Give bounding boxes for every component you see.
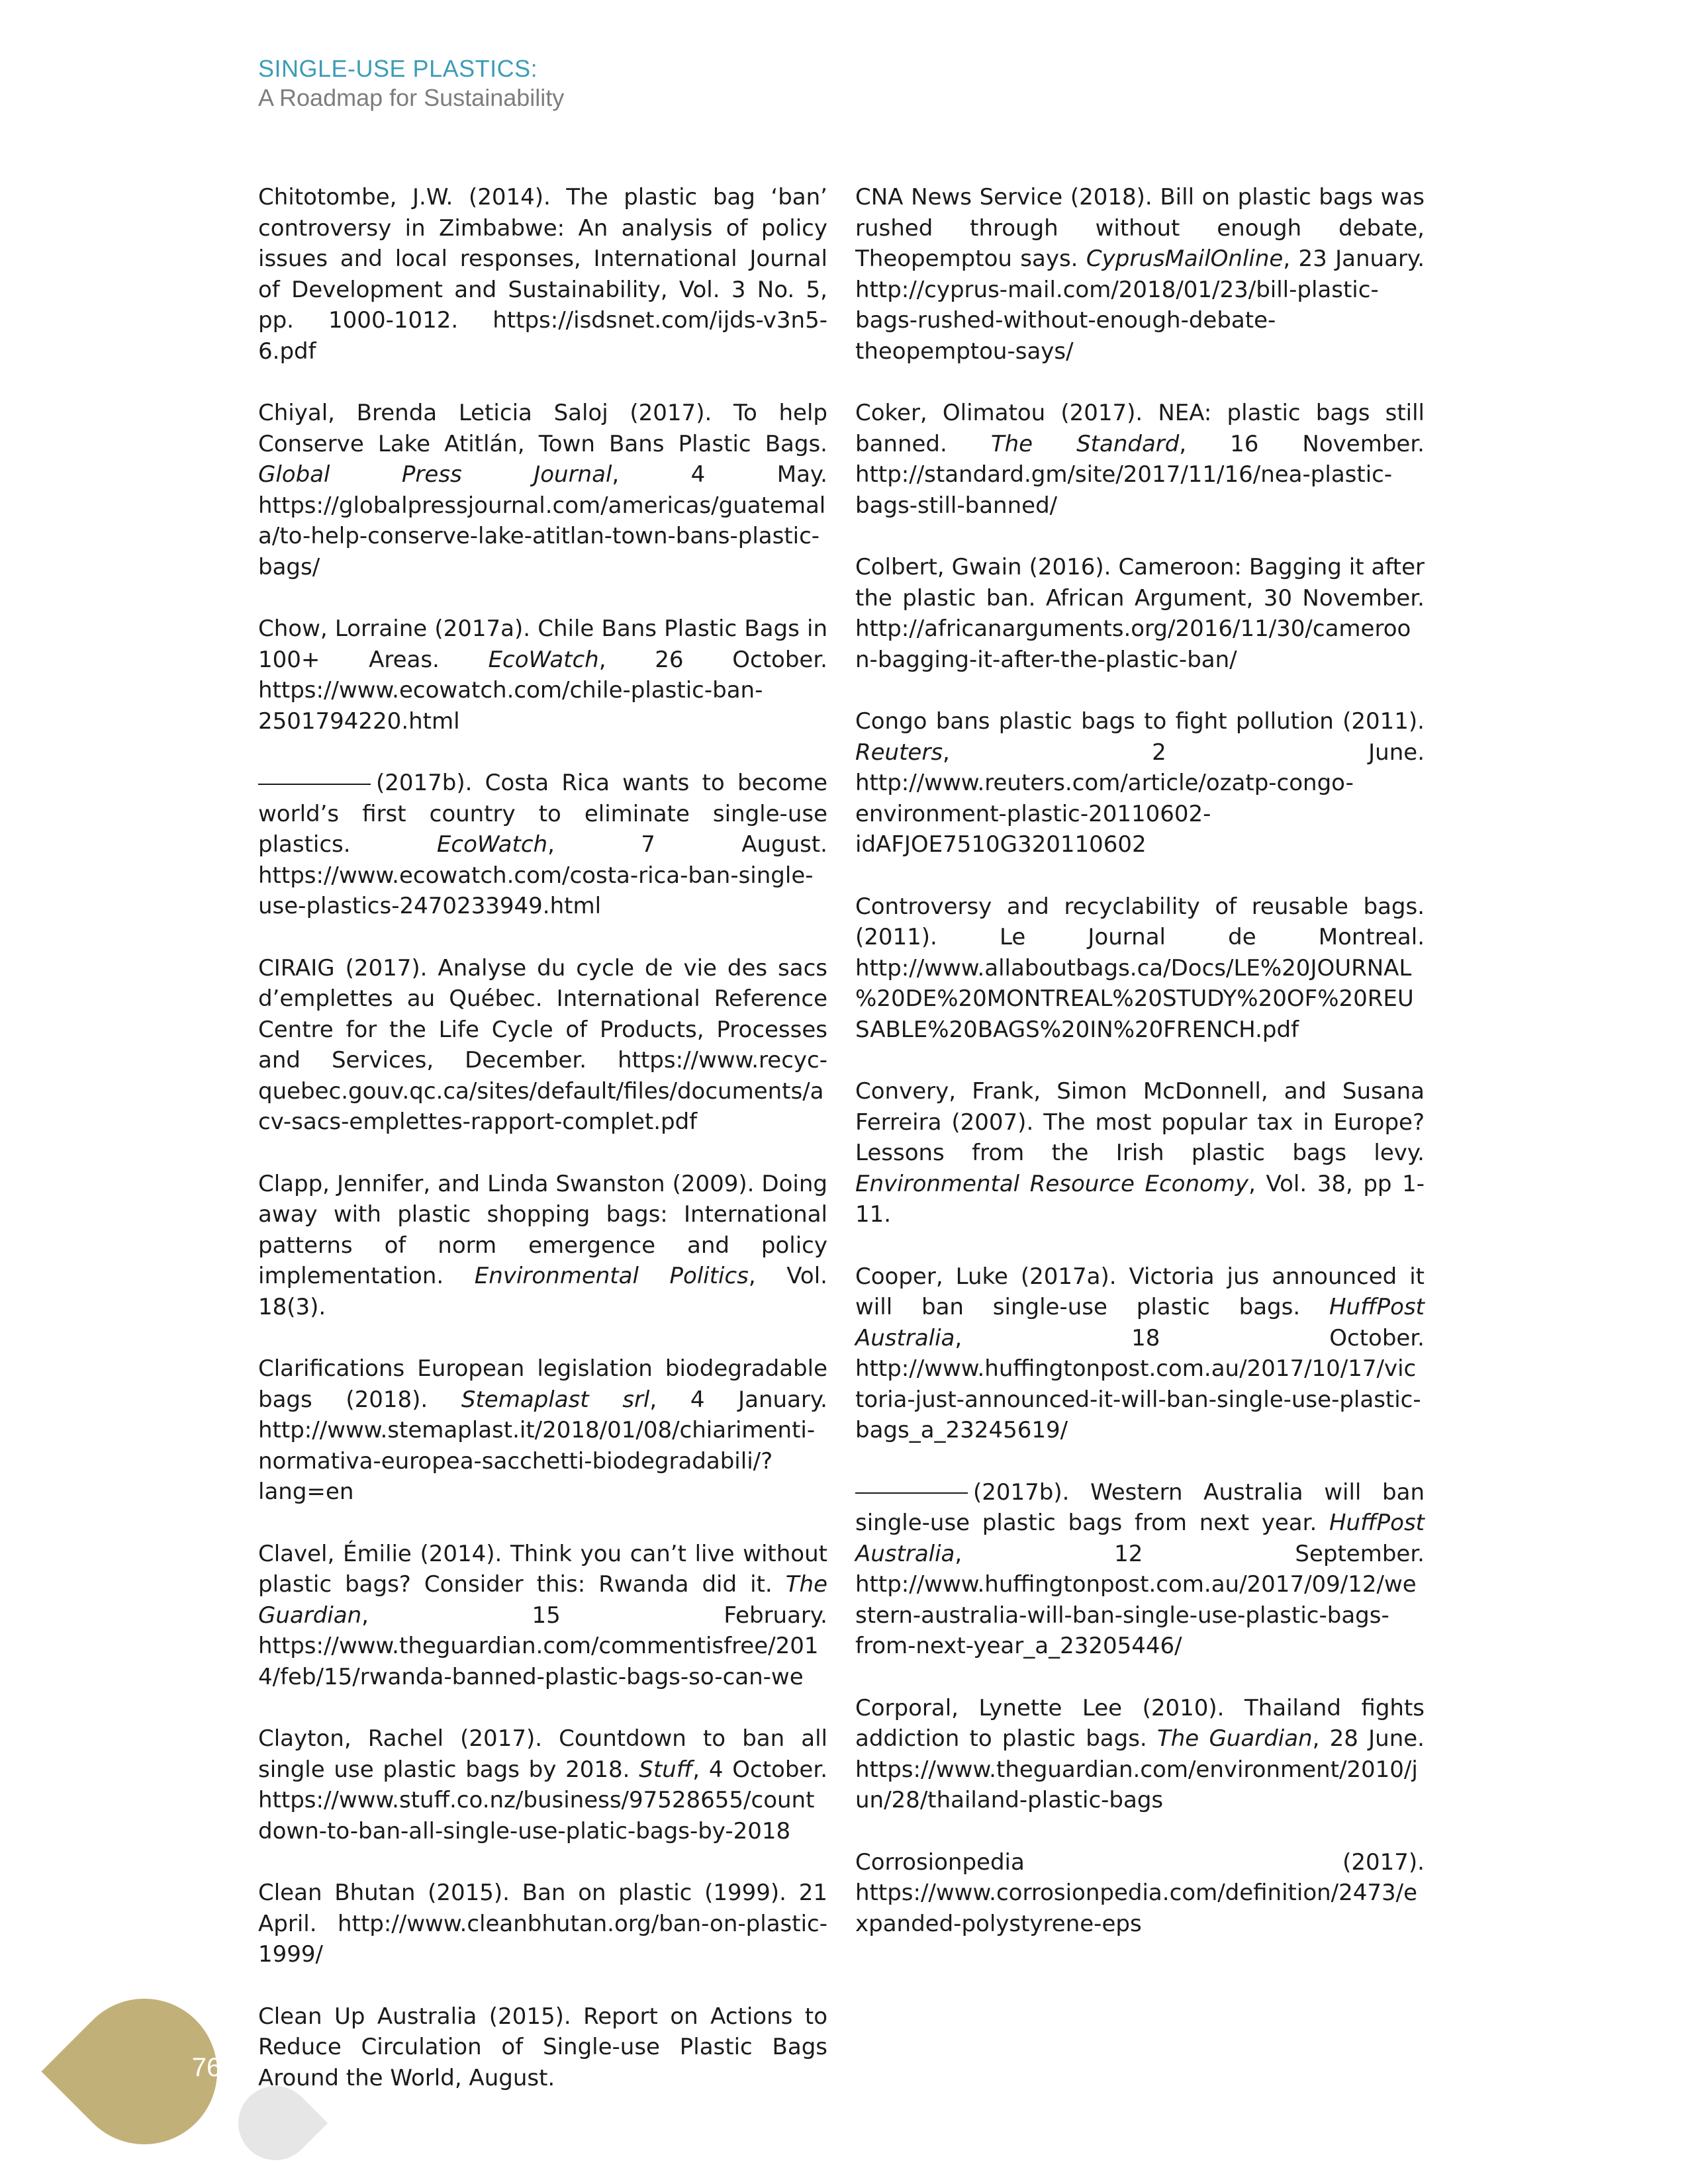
reference-entry: Chiyal, Brenda Leticia Saloj (2017). To help Conserve Lake Atitlán, Town Bans Plastic Bags. Global Press Journal, 4 May. https://globalpressjournal.com/americas/guatemala/to-help-conserve-lake-atitlan-town-bans-plastic-bags/ [258,400,827,580]
reference-entry: Clapp, Jennifer, and Linda Swanston (2009). Doing away with plastic shopping bags: International patterns of norm emergence and policy implementation. Environmental Politics, Vol. 18(3). [258,1170,827,1320]
reference-entry: CNA News Service (2018). Bill on plastic bags was rushed through without enough debate, Theopemptou says. CyprusMailOnline, 23 January. http://cyprus-mail.com/2018/01/23/bill-plastic-bags-rushed-without-enough-debate-theopemptou-says/ [855,184,1425,365]
reference-entry: CIRAIG (2017). Analyse du cycle de vie des sacs d’emplettes au Québec. International Reference Centre for the Life Cycle of Products, Processes and Services, December. https://www.recyc-quebec.gouv.qc.ca/sites/default/files/documents/acv-sacs-emplettes-rapport-complet.pdf [258,954,827,1135]
reference-entry: Clarifications European legislation biodegradable bags (2018). Stemaplast srl, 4 January. http://www.stemaplast.it/2018/01/08/chiarimenti-normativa-europea-sacchetti-biodegradabili/?lang=en [258,1355,827,1505]
reference-entry: Colbert, Gwain (2016). Cameroon: Bagging it after the plastic ban. African Argument, 30 November. http://africanarguments.org/2016/11/30/cameroon-bagging-it-after-the-plastic-ban/ [855,554,1425,673]
reference-entry: (2017b). Western Australia will ban single-use plastic bags from next year. HuffPost Australia, 12 September. http://www.huffingtonpost.com.au/2017/09/12/western-australia-will-ban-single-use-plastic-bags-from-next-year_a_23205446/ [855,1479,1425,1659]
reference-entry: (2017b). Costa Rica wants to become world’s first country to eliminate single-use plastics. EcoWatch, 7 August. https://www.ecowatch.com/costa-rica-ban-single-use-plastics-2470233949.html [258,770,827,919]
running-header [258,54,564,113]
references-right-column [855,182,1425,1970]
references-left-column [258,182,827,2124]
header-subtitle: A Roadmap for Sustainability [258,84,565,111]
reference-entry: Chow, Lorraine (2017a). Chile Bans Plastic Bags in 100+ Areas. EcoWatch, 26 October. https://www.ecowatch.com/chile-plastic-ban-2501794220.html [258,615,827,735]
reference-entry: Clavel, Émilie (2014). Think you can’t live without plastic bags? Consider this: Rwanda did it. The Guardian, 15 February. https://www.theguardian.com/commentisfree/2014/feb/15/rwanda-banned-plastic-bags-so-can-we [258,1540,827,1690]
page-number: 76 [191,2053,222,2082]
reference-entry: Corrosionpedia (2017). https://www.corrosionpedia.com/definition/2473/expanded-polystyrene-eps [855,1848,1425,1937]
reference-entry: Corporal, Lynette Lee (2010). Thailand fights addiction to plastic bags. The Guardian, 28 June. https://www.theguardian.com/environment/2010/jun/28/thailand-plastic-bags [855,1694,1425,1813]
reference-entry: Congo bans plastic bags to fight pollution (2011). Reuters, 2 June. http://www.reuters.com/article/ozatp-congo-environment-plastic-20110602-idAFJOE7510G320110602 [855,708,1425,858]
reference-entry: Coker, Olimatou (2017). NEA: plastic bags still banned. The Standard, 16 November. http://standard.gm/site/2017/11/16/nea-plastic-bags-still-banned/ [855,400,1425,519]
reference-entry: Cooper, Luke (2017a). Victoria jus announced it will ban single-use plastic bags. HuffPost Australia, 18 October. http://www.huffingtonpost.com.au/2017/10/17/victoria-just-announced-it-will-ban-single-use-plastic-bags_a_23245619/ [855,1263,1425,1443]
header-title: SINGLE-USE PLASTICS: [258,55,538,82]
reference-entry: Controversy and recyclability of reusable bags. (2011). Le Journal de Montreal. http://www.allaboutbags.ca/Docs/LE%20JOURNAL%20DE%20MONTREAL%20STUDY%20OF%20REUSABLE%20BAGS%20IN%20FRENCH.pdf [855,893,1425,1043]
author-repeat-line [258,783,371,785]
reference-entry: Chitotombe, J.W. (2014). The plastic bag ‘ban’ controversy in Zimbabwe: An analysis of policy issues and local responses, International Journal of Development and Sustainability, Vol. 3 No. 5, pp. 1000-1012. https://isdsnet.com/ijds-v3n5-6.pdf [258,184,827,365]
reference-entry: Clean Bhutan (2015). Ban on plastic (1999). 21 April. http://www.cleanbhutan.org/ban-on-plastic-1999/ [258,1880,827,1968]
reference-entry: Clayton, Rachel (2017). Countdown to ban all single use plastic bags by 2018. Stuff, 4 October. https://www.stuff.co.nz/business/97528655/countdown-to-ban-all-single-use-platic-bags-by-2018 [258,1725,827,1844]
author-repeat-line [855,1492,968,1494]
reference-entry: Clean Up Australia (2015). Report on Actions to Reduce Circulation of Single-use Plastic Bags Around the World, August. [258,2003,827,2091]
reference-entry: Convery, Frank, Simon McDonnell, and Susana Ferreira (2007). The most popular tax in Europe? Lessons from the Irish plastic bags levy. Environmental Resource Economy, Vol. 38, pp 1-11. [855,1078,1425,1228]
